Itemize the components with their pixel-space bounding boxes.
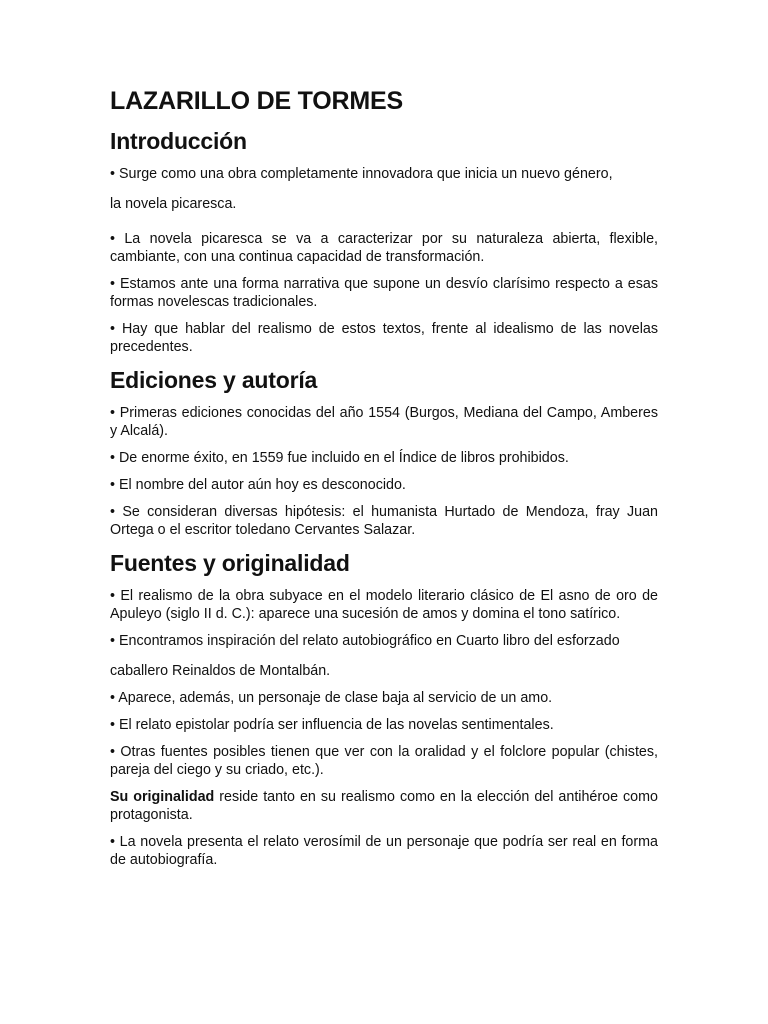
- section-heading-fuentes: Fuentes y originalidad: [110, 550, 350, 576]
- paragraph: • El realismo de la obra subyace en el modelo literario clásico de El asno de oro de Apuleyo (siglo II d. C.): aparece una sucesión de amos y domina el tono satírico.: [110, 588, 658, 622]
- paragraph: • Primeras ediciones conocidas del año 1554 (Burgos, Mediana del Campo, Amberes y Alcalá).: [110, 405, 658, 439]
- paragraph: • Se consideran diversas hipótesis: el humanista Hurtado de Mendoza, fray Juan Ortega o el escritor toledano Cervantes Salazar.: [110, 504, 658, 538]
- paragraph: • Estamos ante una forma narrativa que supone un desvío clarísimo respecto a esas formas novelescas tradicionales.: [110, 276, 658, 310]
- paragraph: • De enorme éxito, en 1559 fue incluido en el Índice de libros prohibidos.: [110, 450, 569, 466]
- paragraph: la novela picaresca.: [110, 196, 237, 212]
- paragraph: • Encontramos inspiración del relato autobiográfico en Cuarto libro del esforzado: [110, 633, 620, 649]
- originality-label: Su originalidad: [110, 789, 215, 805]
- originality-text: reside tanto en su realismo como en la elección del antihéroe como protagonista.: [110, 789, 658, 823]
- section-heading-ediciones: Ediciones y autoría: [110, 367, 318, 393]
- paragraph: • El relato epistolar podría ser influencia de las novelas sentimentales.: [110, 717, 554, 733]
- section-heading-introduccion: Introducción: [110, 128, 247, 154]
- paragraph: • La novela picaresca se va a caracterizar por su naturaleza abierta, flexible, cambiante, con una continua capacidad de transformación.: [110, 231, 658, 265]
- paragraph: • El nombre del autor aún hoy es desconocido.: [110, 477, 406, 493]
- document-title: LAZARILLO DE TORMES: [110, 87, 403, 115]
- paragraph: • La novela presenta el relato verosímil de un personaje que podría ser real en forma de autobiografía.: [110, 834, 658, 868]
- paragraph: • Otras fuentes posibles tienen que ver con la oralidad y el folclore popular (chistes, pareja del ciego y su criado, etc.).: [110, 744, 658, 778]
- document-body: [110, 84, 658, 878]
- paragraph: • Aparece, además, un personaje de clase baja al servicio de un amo.: [110, 690, 553, 706]
- paragraph: • Surge como una obra completamente innovadora que inicia un nuevo género,: [110, 166, 613, 182]
- paragraph: caballero Reinaldos de Montalbán.: [110, 663, 331, 679]
- originality-paragraph: [110, 788, 658, 824]
- paragraph: • Hay que hablar del realismo de estos textos, frente al idealismo de las novelas precedentes.: [110, 321, 658, 355]
